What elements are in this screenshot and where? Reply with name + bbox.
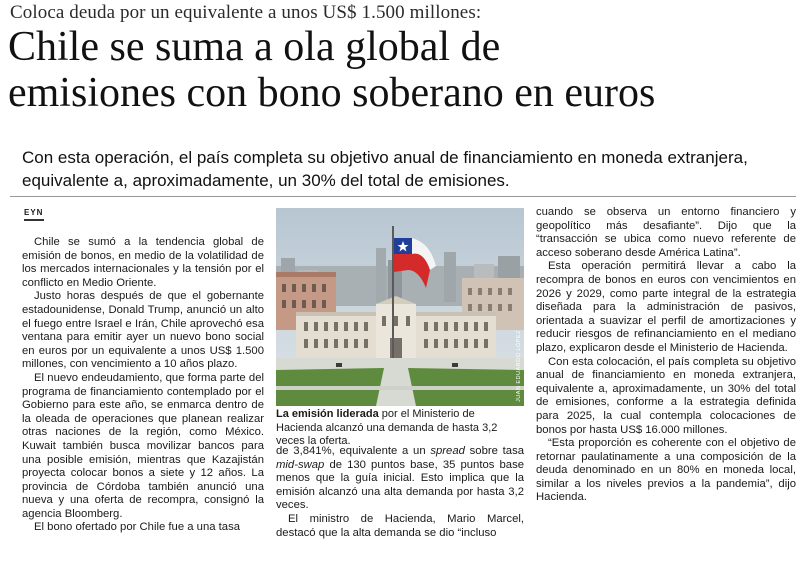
- text-run: sobre tasa: [464, 445, 524, 457]
- paragraph: Con esta colocación, el país completa su objetivo anual de financiamiento en moneda extranjera, equivalente a, aproximadamente, un 30% del total de emisiones, conforme a la estrategia definida para 2025, la cual contempla colocaciones de bonos por hasta US$ 16.000 millones.: [536, 355, 796, 436]
- paragraph: Justo horas después de que el gobernante estadounidense, Donald Trump, anunció un alto el fuego entre Israel e Irán, Chile aprovechó esa ventana para emitir ayer un nuevo bono social en euros por un equivalente a unos US$ 1.500 millones, con vencimiento a 10 años plazo.: [22, 290, 264, 371]
- column-1: [22, 236, 264, 535]
- caption-text: por el Ministerio de Hacienda alcanzó una demanda de hasta 3,2 veces la oferta.: [276, 408, 498, 447]
- photo-caption: [276, 408, 524, 449]
- paragraph: “Esta proporción es coherente con el objetivo de retornar paulatinamente a una composición de la deuda denominado en un 80% en moneda local, similar a los niveles previos a la pandemia”, dijo Hacienda.: [536, 437, 796, 504]
- text-run: de 3,841%, equivalente a un: [276, 445, 431, 457]
- palacio-la-moneda-illustration: [276, 208, 524, 406]
- byline: EYN: [24, 208, 44, 217]
- text-run: de 130 puntos base, 35 puntos base menos que la guía inicial. Esto implica que la emisión alcanzó una alta demanda por hasta 3,2 veces.: [276, 458, 524, 512]
- paragraph: Chile se sumó a la tendencia global de emisión de bonos, en medio de la volatilidad de los mercados internacionales y la tensión por el conflicto en Medio Oriente.: [22, 236, 264, 289]
- headline-line-1: Chile se suma a ola global de: [8, 24, 501, 70]
- news-photo: [276, 208, 524, 406]
- paragraph: El bono ofertado por Chile fue a una tasa: [34, 521, 240, 534]
- deck: Con esta operación, el país completa su objetivo anual de financiamiento en moneda extranjera, equivalente a, aproximadamente, un 30% del total de emisiones.: [22, 148, 748, 190]
- headline: [8, 24, 803, 116]
- column-3: [536, 206, 796, 505]
- photo-credit: JUAN EDUARDO LÓPEZ: [516, 330, 522, 402]
- paragraph: Esta operación permitirá llevar a cabo la recompra de bonos en euros con vencimientos en 2026 y 2029, como parte integral de la estrategia diseñada para la administración de pasivos, orientada a suavizar el perfil de amortizaciones y reducir riesgos de refinanciamiento en el mediano plazo, explicaron desde el Ministerio de Hacienda.: [536, 260, 796, 354]
- kicker: Coloca deuda por un equivalente a unos US$ 1.500 millones:: [10, 2, 482, 23]
- divider: [10, 196, 796, 197]
- headline-line-2: emisiones con bono soberano en euros: [8, 70, 656, 116]
- paragraph: [276, 445, 524, 513]
- paragraph: El ministro de Hacienda, Mario Marcel, destacó que la alta demanda se dio “incluso: [276, 512, 524, 539]
- text-run-italic: spread: [430, 445, 465, 457]
- text-run-italic: mid-swap: [276, 458, 325, 471]
- paragraph: El nuevo endeudamiento, que forma parte del programa de financiamiento contemplado por el Gobierno para este año, se enmarca dentro de la oleada de operaciones que planean realizar otras naciones de la región, como México. Kuwait también busca movilizar bancos para una posible emisión, mientras que Kazajistán proyecta colocar bonos a siete y 12 años. La provincia de Córdoba también anunció una nueva y una oferta de recompra, consignó la agencia Bloomberg.: [22, 371, 264, 520]
- byline-bar: [24, 219, 44, 221]
- column-2: [276, 445, 524, 540]
- caption-lead: La emisión liderada: [276, 408, 379, 420]
- paragraph: cuando se observa un entorno financiero y geopolítico más desafiante”. Dijo que la “transacción se ubica como nuevo referente de acceso soberano desde América Latina”.: [536, 206, 796, 259]
